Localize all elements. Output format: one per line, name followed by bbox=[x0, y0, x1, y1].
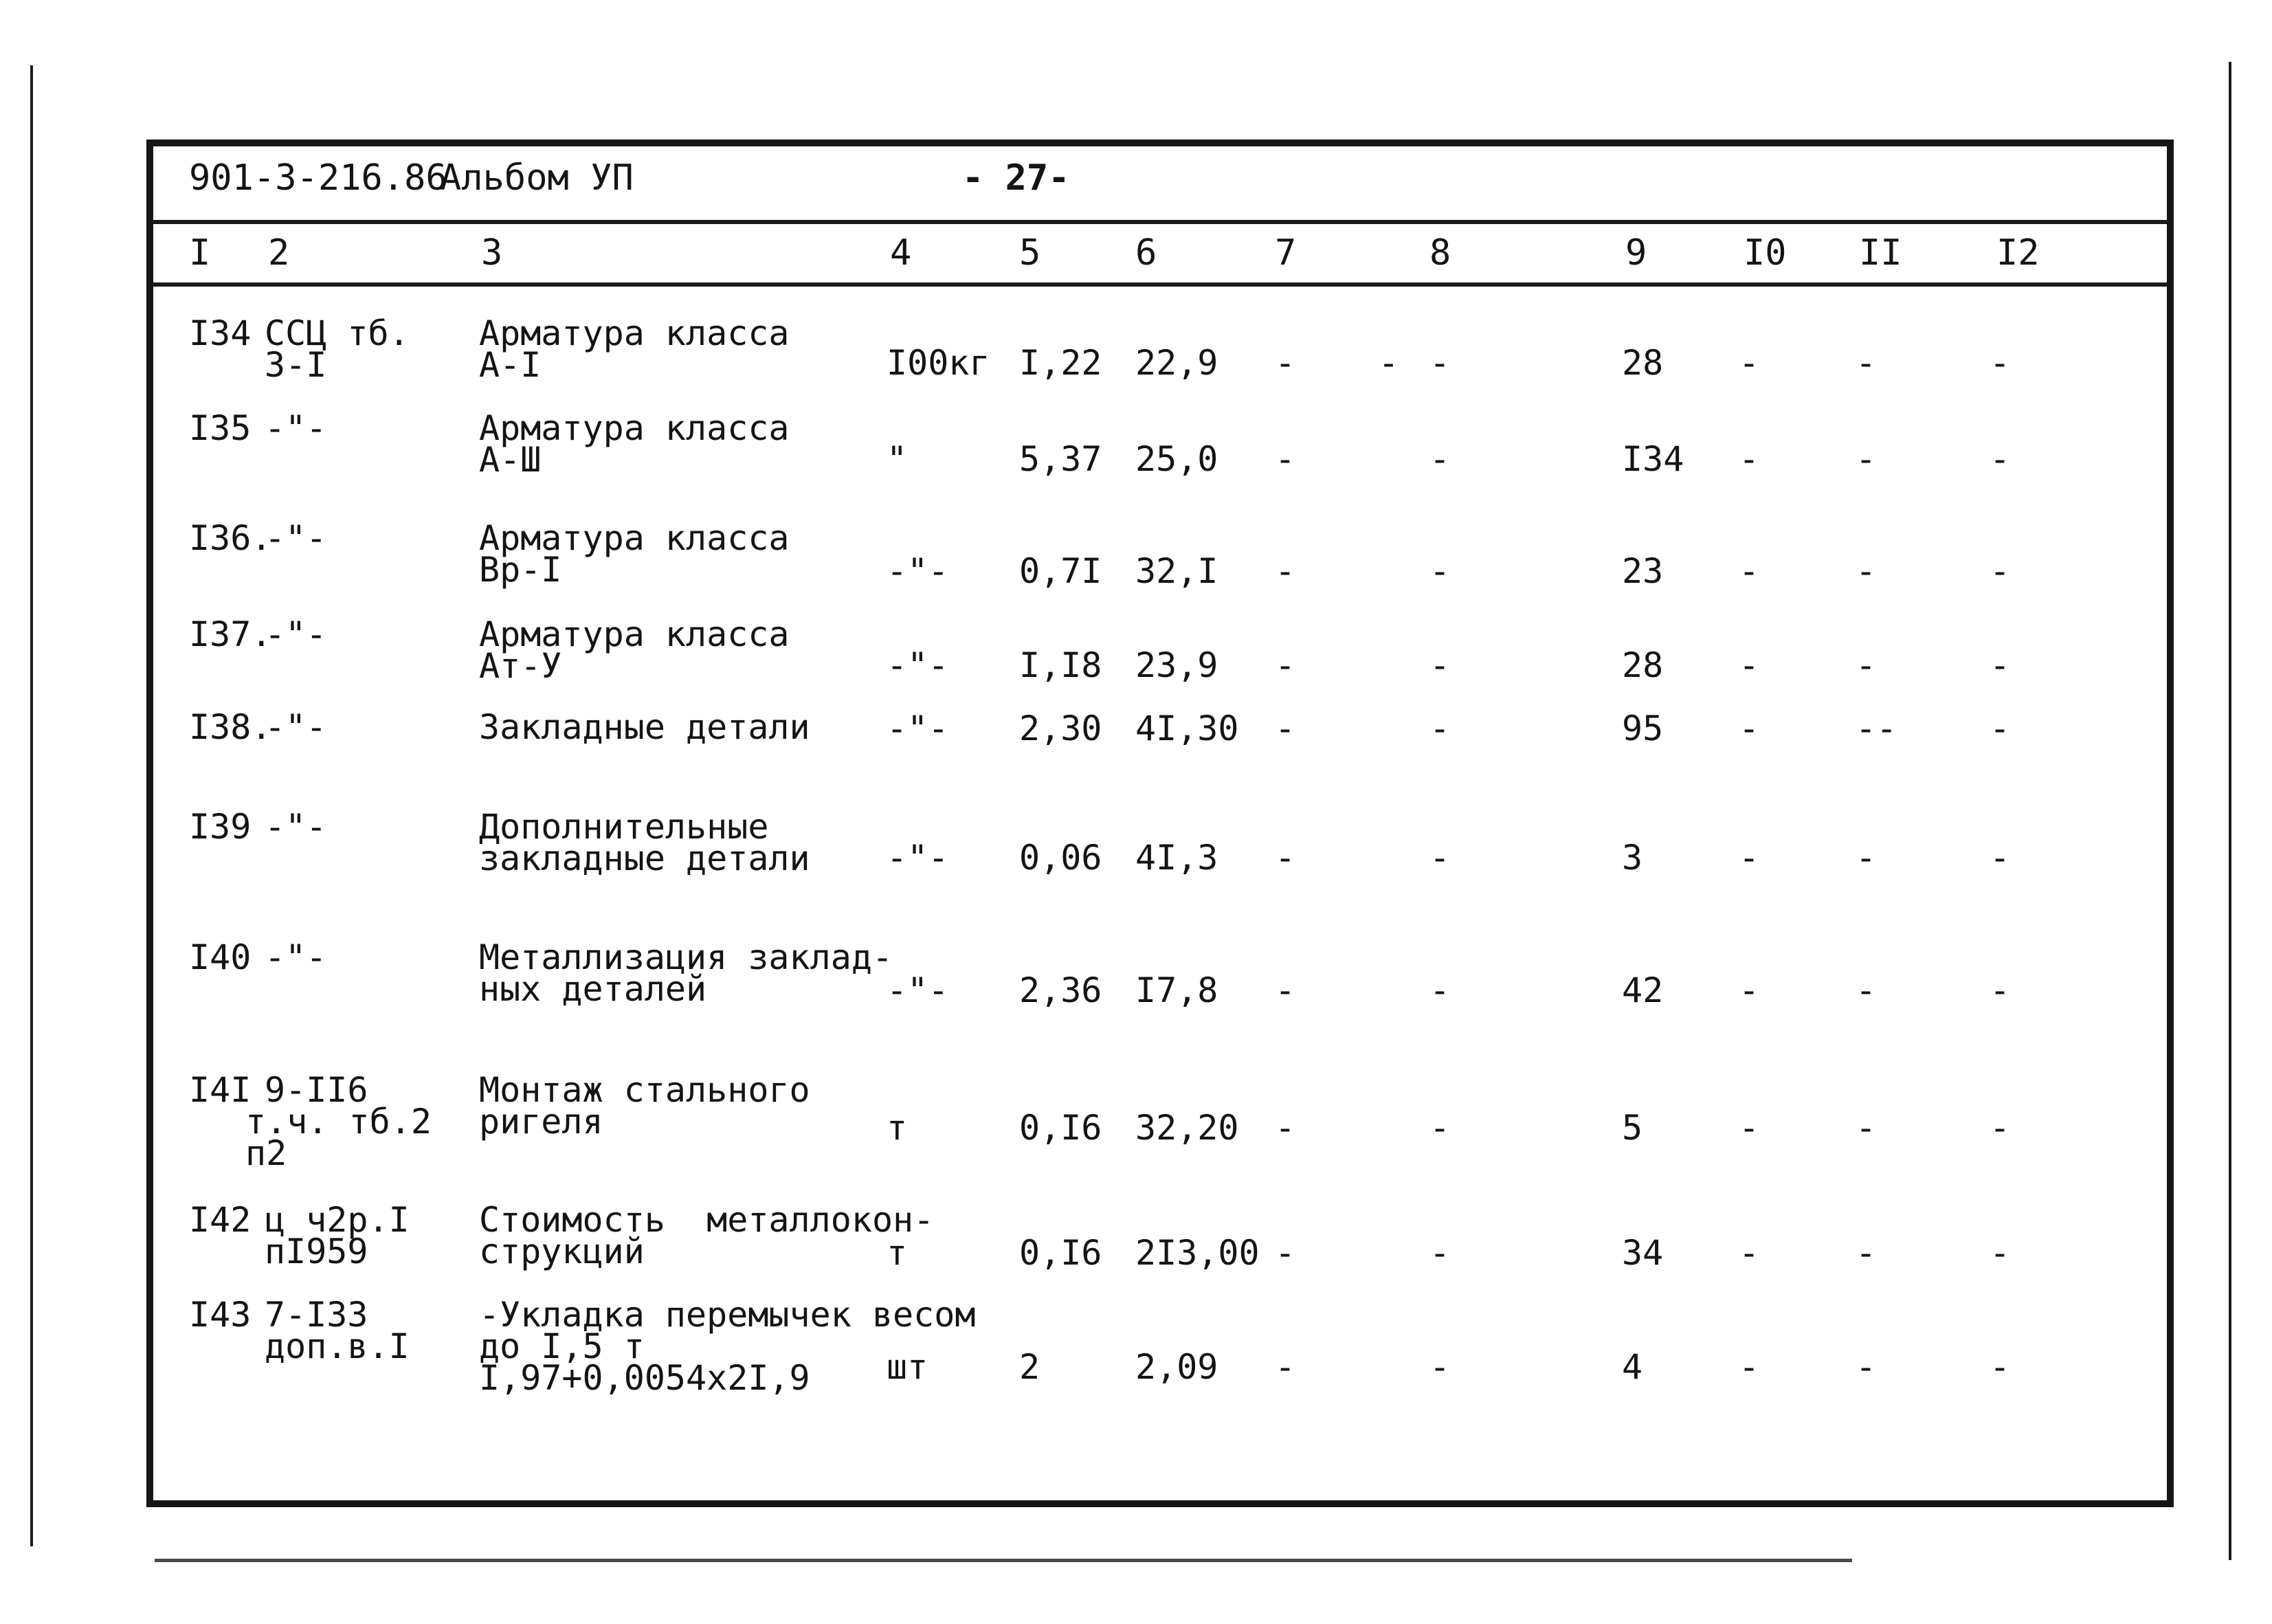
cell-c7: - bbox=[1275, 709, 1296, 748]
norm-reference: -"- bbox=[265, 408, 327, 448]
cell-c7: - bbox=[1275, 645, 1296, 685]
cell-c10: - bbox=[1739, 1108, 1760, 1148]
norm-reference: ц ч2р.I bbox=[265, 1200, 410, 1240]
work-description: закладные детали bbox=[479, 838, 810, 878]
cell-c8: - bbox=[1429, 551, 1451, 591]
cell-c9: 34 bbox=[1622, 1233, 1664, 1273]
norm-reference: пI959 bbox=[265, 1232, 368, 1271]
norm-reference: 3-I bbox=[265, 345, 327, 385]
cell-c10: - bbox=[1739, 709, 1760, 748]
work-description: Закладные детали bbox=[479, 707, 810, 747]
column-header-5: 5 bbox=[1019, 232, 1041, 274]
cell-c7: - bbox=[1275, 970, 1296, 1010]
cell-c8: - bbox=[1429, 439, 1451, 479]
cell-c11: - bbox=[1856, 1347, 1877, 1387]
column-header-9: 9 bbox=[1625, 232, 1647, 274]
cell-c10: - bbox=[1739, 439, 1760, 479]
cell-c7: - bbox=[1275, 551, 1296, 591]
cell-c6: 32,20 bbox=[1135, 1108, 1239, 1148]
column-header-3: 3 bbox=[481, 232, 503, 274]
cell-c7: - bbox=[1275, 1347, 1296, 1387]
cell-c11: - bbox=[1856, 343, 1877, 383]
cell-c7: - bbox=[1275, 838, 1296, 878]
cell-c6: 23,9 bbox=[1135, 645, 1218, 685]
cell-c11: - bbox=[1856, 970, 1877, 1010]
column-header-1: I bbox=[189, 232, 211, 274]
column-header-12: I2 bbox=[1996, 232, 2040, 274]
cell-c8: - bbox=[1429, 343, 1451, 383]
cell-c5: 2 bbox=[1019, 1347, 1040, 1387]
unit: " bbox=[887, 439, 908, 479]
cell-c5: I,22 bbox=[1019, 343, 1102, 383]
norm-reference: 9-II6 bbox=[265, 1070, 368, 1110]
cell-c10: - bbox=[1739, 645, 1760, 685]
row-number: I34 bbox=[189, 313, 252, 353]
column-header-6: 6 bbox=[1135, 232, 1157, 274]
work-description: Арматура класса bbox=[479, 614, 790, 654]
work-description: -Укладка перемычек весом bbox=[479, 1295, 976, 1335]
cell-c5: 0,7I bbox=[1019, 551, 1102, 591]
cell-c6: 2,09 bbox=[1135, 1347, 1218, 1387]
cell-c5: 0,06 bbox=[1019, 838, 1102, 878]
norm-reference: -"- bbox=[265, 707, 327, 747]
work-description: А-Ш bbox=[479, 440, 542, 480]
cell-c5: 5,37 bbox=[1019, 439, 1102, 479]
unit: шт bbox=[887, 1347, 928, 1387]
norm-reference: -"- bbox=[265, 614, 327, 654]
doc-code: 901-3-216.86 bbox=[189, 157, 447, 199]
unit: т bbox=[887, 1108, 908, 1148]
cell-c8: - bbox=[1429, 645, 1451, 685]
norm-reference: -"- bbox=[265, 807, 327, 847]
norm-reference: т.ч. тб.2 bbox=[245, 1102, 432, 1142]
cell-c6: 32,I bbox=[1135, 551, 1218, 591]
row-number: I40 bbox=[189, 937, 252, 977]
cell-c9: 28 bbox=[1622, 645, 1664, 685]
cell-c8: - bbox=[1429, 709, 1451, 748]
row-number: I35 bbox=[189, 408, 252, 448]
work-description: ригеля bbox=[479, 1102, 603, 1142]
work-description: I,97+0,0054x2I,9 bbox=[479, 1358, 810, 1398]
work-description: Дополнительные bbox=[479, 807, 769, 847]
row-number: I38. bbox=[189, 707, 272, 747]
cell-c11: - bbox=[1856, 838, 1877, 878]
work-description: Арматура класса bbox=[479, 518, 790, 558]
cell-c12: - bbox=[1990, 970, 2011, 1010]
row-number: I43 bbox=[189, 1295, 252, 1335]
cell-c10: - bbox=[1739, 838, 1760, 878]
header-rule-bottom bbox=[153, 282, 2167, 287]
right-margin-line bbox=[2229, 62, 2231, 1560]
cell-c6: 25,0 bbox=[1135, 439, 1218, 479]
row-number: I4I bbox=[189, 1070, 252, 1110]
cell-c12: - bbox=[1990, 838, 2011, 878]
cell-c11: -- bbox=[1856, 709, 1897, 748]
unit: т bbox=[887, 1233, 908, 1273]
page-number: - 27- bbox=[962, 157, 1070, 199]
album-label: Альбом УП bbox=[440, 157, 634, 199]
cell-c12: - bbox=[1990, 551, 2011, 591]
header-rule-top bbox=[153, 220, 2167, 224]
row-number: I42 bbox=[189, 1200, 252, 1240]
cell-c10: - bbox=[1739, 551, 1760, 591]
cell-c5: 2,30 bbox=[1019, 709, 1102, 748]
norm-reference: п2 bbox=[245, 1133, 287, 1173]
work-description: ных деталей bbox=[479, 969, 707, 1009]
cell-c11: - bbox=[1856, 645, 1877, 685]
cell-c8: - bbox=[1429, 1347, 1451, 1387]
cell-c7: - bbox=[1275, 439, 1296, 479]
cell-c12: - bbox=[1990, 645, 2011, 685]
work-description: Вр-I bbox=[479, 550, 562, 590]
cell-c8: - bbox=[1429, 970, 1451, 1010]
unit: -"- bbox=[887, 970, 949, 1010]
cell-c10: - bbox=[1739, 1233, 1760, 1273]
cell-c11: - bbox=[1856, 439, 1877, 479]
cell-c11: - bbox=[1856, 551, 1877, 591]
cell-c12: - bbox=[1990, 709, 2011, 748]
cell-c6: I7,8 bbox=[1135, 970, 1218, 1010]
cell-c7: - - bbox=[1275, 343, 1399, 383]
cell-c9: 95 bbox=[1622, 709, 1664, 748]
cell-c9: 4 bbox=[1622, 1347, 1643, 1387]
cell-c9: 3 bbox=[1622, 838, 1643, 878]
work-description: Ат-У bbox=[479, 646, 562, 686]
cell-c6: 22,9 bbox=[1135, 343, 1218, 383]
work-description: Стоимость металлокон- bbox=[479, 1200, 935, 1240]
cell-c5: 0,I6 bbox=[1019, 1108, 1102, 1148]
cell-c12: - bbox=[1990, 343, 2011, 383]
row-number: I37. bbox=[189, 614, 272, 654]
bottom-scan-line bbox=[155, 1559, 1852, 1562]
work-description: струкций bbox=[479, 1232, 645, 1271]
cell-c7: - bbox=[1275, 1108, 1296, 1148]
norm-reference: доп.в.I bbox=[265, 1326, 410, 1366]
cell-c7: - bbox=[1275, 1233, 1296, 1273]
work-description: Арматура класса bbox=[479, 313, 790, 353]
cell-c12: - bbox=[1990, 439, 2011, 479]
cell-c9: 28 bbox=[1622, 343, 1664, 383]
work-description: Монтаж стального bbox=[479, 1070, 810, 1110]
cell-c5: 0,I6 bbox=[1019, 1233, 1102, 1273]
norm-reference: 7-I33 bbox=[265, 1295, 368, 1335]
cell-c10: - bbox=[1739, 343, 1760, 383]
column-header-7: 7 bbox=[1275, 232, 1297, 274]
work-description: А-I bbox=[479, 345, 542, 385]
column-header-2: 2 bbox=[268, 232, 290, 274]
cell-c6: 2I3,00 bbox=[1135, 1233, 1260, 1273]
left-margin-line bbox=[30, 65, 33, 1546]
cell-c10: - bbox=[1739, 1347, 1760, 1387]
work-description: до I,5 т bbox=[479, 1326, 645, 1366]
cell-c9: 5 bbox=[1622, 1108, 1643, 1148]
work-description: Металлизация заклад- bbox=[479, 937, 893, 977]
cell-c12: - bbox=[1990, 1347, 2011, 1387]
cell-c8: - bbox=[1429, 838, 1451, 878]
column-header-4: 4 bbox=[890, 232, 912, 274]
unit: -"- bbox=[887, 645, 949, 685]
unit: -"- bbox=[887, 709, 949, 748]
cell-c6: 4I,30 bbox=[1135, 709, 1239, 748]
work-description: Арматура класса bbox=[479, 408, 790, 448]
cell-c10: - bbox=[1739, 970, 1760, 1010]
cell-c9: 23 bbox=[1622, 551, 1664, 591]
row-number: I39 bbox=[189, 807, 252, 847]
cell-c11: - bbox=[1856, 1108, 1877, 1148]
cell-c9: 42 bbox=[1622, 970, 1664, 1010]
unit: I00кг bbox=[887, 343, 990, 383]
cell-c8: - bbox=[1429, 1108, 1451, 1148]
unit: -"- bbox=[887, 551, 949, 591]
cell-c12: - bbox=[1990, 1108, 2011, 1148]
cell-c6: 4I,3 bbox=[1135, 838, 1218, 878]
cell-c8: - bbox=[1429, 1233, 1451, 1273]
column-header-8: 8 bbox=[1429, 232, 1451, 274]
cell-c12: - bbox=[1990, 1233, 2011, 1273]
norm-reference: -"- bbox=[265, 518, 327, 558]
unit: -"- bbox=[887, 838, 949, 878]
column-header-11: II bbox=[1859, 232, 1902, 274]
cell-c5: I,I8 bbox=[1019, 645, 1102, 685]
row-number: I36. bbox=[189, 518, 272, 558]
norm-reference: -"- bbox=[265, 937, 327, 977]
cell-c5: 2,36 bbox=[1019, 970, 1102, 1010]
cell-c11: - bbox=[1856, 1233, 1877, 1273]
norm-reference: ССЦ тб. bbox=[265, 313, 410, 353]
column-header-10: I0 bbox=[1744, 232, 1787, 274]
cell-c9: I34 bbox=[1622, 439, 1684, 479]
